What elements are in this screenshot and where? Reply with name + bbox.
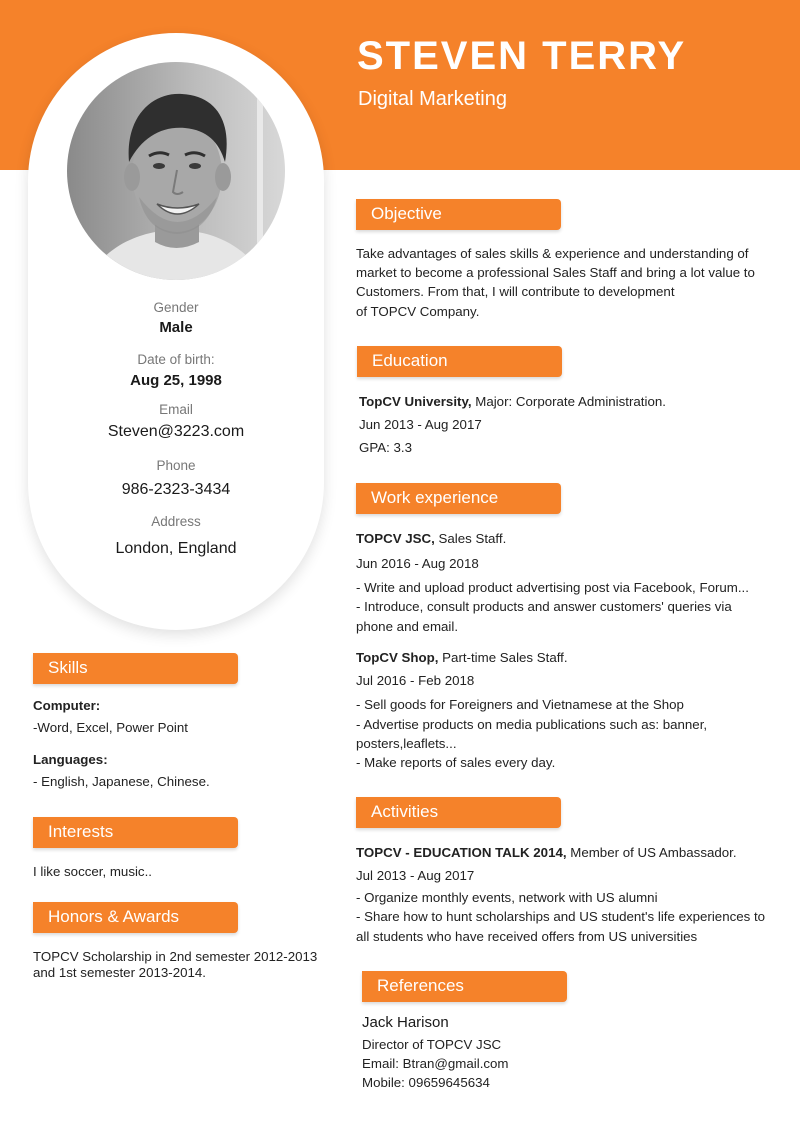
objective-line: of TOPCV Company.: [356, 304, 480, 319]
address-value: London, England: [115, 540, 237, 557]
job-duty: - Introduce, consult products and answer customers' queries via: [356, 599, 732, 614]
activity-title-line: [356, 843, 737, 863]
activity-org: TOPCV - EDUCATION TALK 2014,: [356, 845, 567, 860]
job-duty: posters,leaflets...: [356, 736, 457, 751]
candidate-role: Digital Marketing: [358, 88, 507, 110]
email-label: Email: [159, 402, 193, 417]
activity-line: - Share how to hunt scholarships and US student's life experiences to: [356, 909, 766, 924]
objective-heading: Objective: [356, 199, 561, 230]
job-position: Sales Staff.: [434, 531, 507, 546]
job-period: Jul 2016 - Feb 2018: [356, 673, 475, 688]
reference-position: Director of TOPCV JSC: [362, 1037, 502, 1052]
dob-label: Date of birth:: [137, 352, 215, 367]
computer-skills: -Word, Excel, Power Point: [33, 720, 188, 735]
email-value: Steven@3223.com: [107, 423, 245, 440]
candidate-name: STEVEN TERRY: [357, 34, 687, 78]
job-period: Jun 2016 - Aug 2018: [356, 556, 479, 571]
job-duty: - Write and upload product advertising post via Facebook, Forum...: [356, 580, 749, 595]
interests-heading: Interests: [33, 817, 238, 848]
job-duty: phone and email.: [356, 619, 459, 634]
reference-mobile: Mobile: 09659645634: [362, 1075, 490, 1090]
education-heading: Education: [357, 346, 562, 377]
education-school: TopCV University,: [359, 394, 472, 409]
job-duty: - Sell goods for Foreigners and Vietnamese at the Shop: [356, 697, 684, 712]
activity-line: all students who have received offers from US universities: [356, 929, 698, 944]
job-position: Part-time Sales Staff.: [438, 650, 568, 665]
objective-line: market to become a professional Sales Staff and bring a lot value to: [356, 265, 755, 280]
activity-role: Member of US Ambassador.: [566, 845, 737, 860]
interests-text: I like soccer, music..: [33, 864, 152, 879]
phone-label: Phone: [156, 458, 196, 473]
gender-value: Male: [159, 319, 193, 336]
education-major: Major: Corporate Administration.: [471, 394, 666, 409]
phone-value: 986-2323-3434: [121, 481, 231, 498]
skills-heading: Skills: [33, 653, 238, 684]
job-duty: - Advertise products on media publications such as: banner,: [356, 717, 708, 732]
reference-name: Jack Harison: [362, 1014, 449, 1031]
computer-label: Computer:: [33, 698, 101, 713]
objective-line: Customers. From that, I will contribute to development: [356, 284, 675, 299]
profile-photo: [67, 62, 285, 280]
address-label: Address: [151, 514, 201, 529]
education-school-line: [359, 392, 666, 412]
job-company: TopCV Shop,: [356, 650, 439, 665]
languages-skills: - English, Japanese, Chinese.: [33, 774, 210, 789]
references-heading: References: [362, 971, 567, 1002]
activity-line: - Organize monthly events, network with US alumni: [356, 890, 658, 905]
reference-email: Email: Btran@gmail.com: [362, 1056, 509, 1071]
job-company: TOPCV JSC,: [356, 531, 435, 546]
job-duty: - Make reports of sales every day.: [356, 755, 556, 770]
objective-line: Take advantages of sales skills & experience and understanding of: [356, 246, 749, 261]
gender-label: Gender: [153, 300, 199, 315]
honors-line: TOPCV Scholarship in 2nd semester 2012-2013: [33, 949, 318, 964]
activities-heading: Activities: [356, 797, 561, 828]
honors-heading: Honors & Awards: [33, 902, 238, 933]
honors-line: and 1st semester 2013-2014.: [33, 965, 206, 980]
dob-value: Aug 25, 1998: [130, 372, 222, 389]
activity-period: Jul 2013 - Aug 2017: [356, 868, 475, 883]
languages-label: Languages:: [33, 752, 108, 767]
job-title-line: [356, 529, 506, 549]
education-gpa: GPA: 3.3: [359, 440, 412, 455]
education-period: Jun 2013 - Aug 2017: [359, 417, 482, 432]
job-title-line: [356, 648, 568, 668]
work-heading: Work experience: [356, 483, 561, 514]
